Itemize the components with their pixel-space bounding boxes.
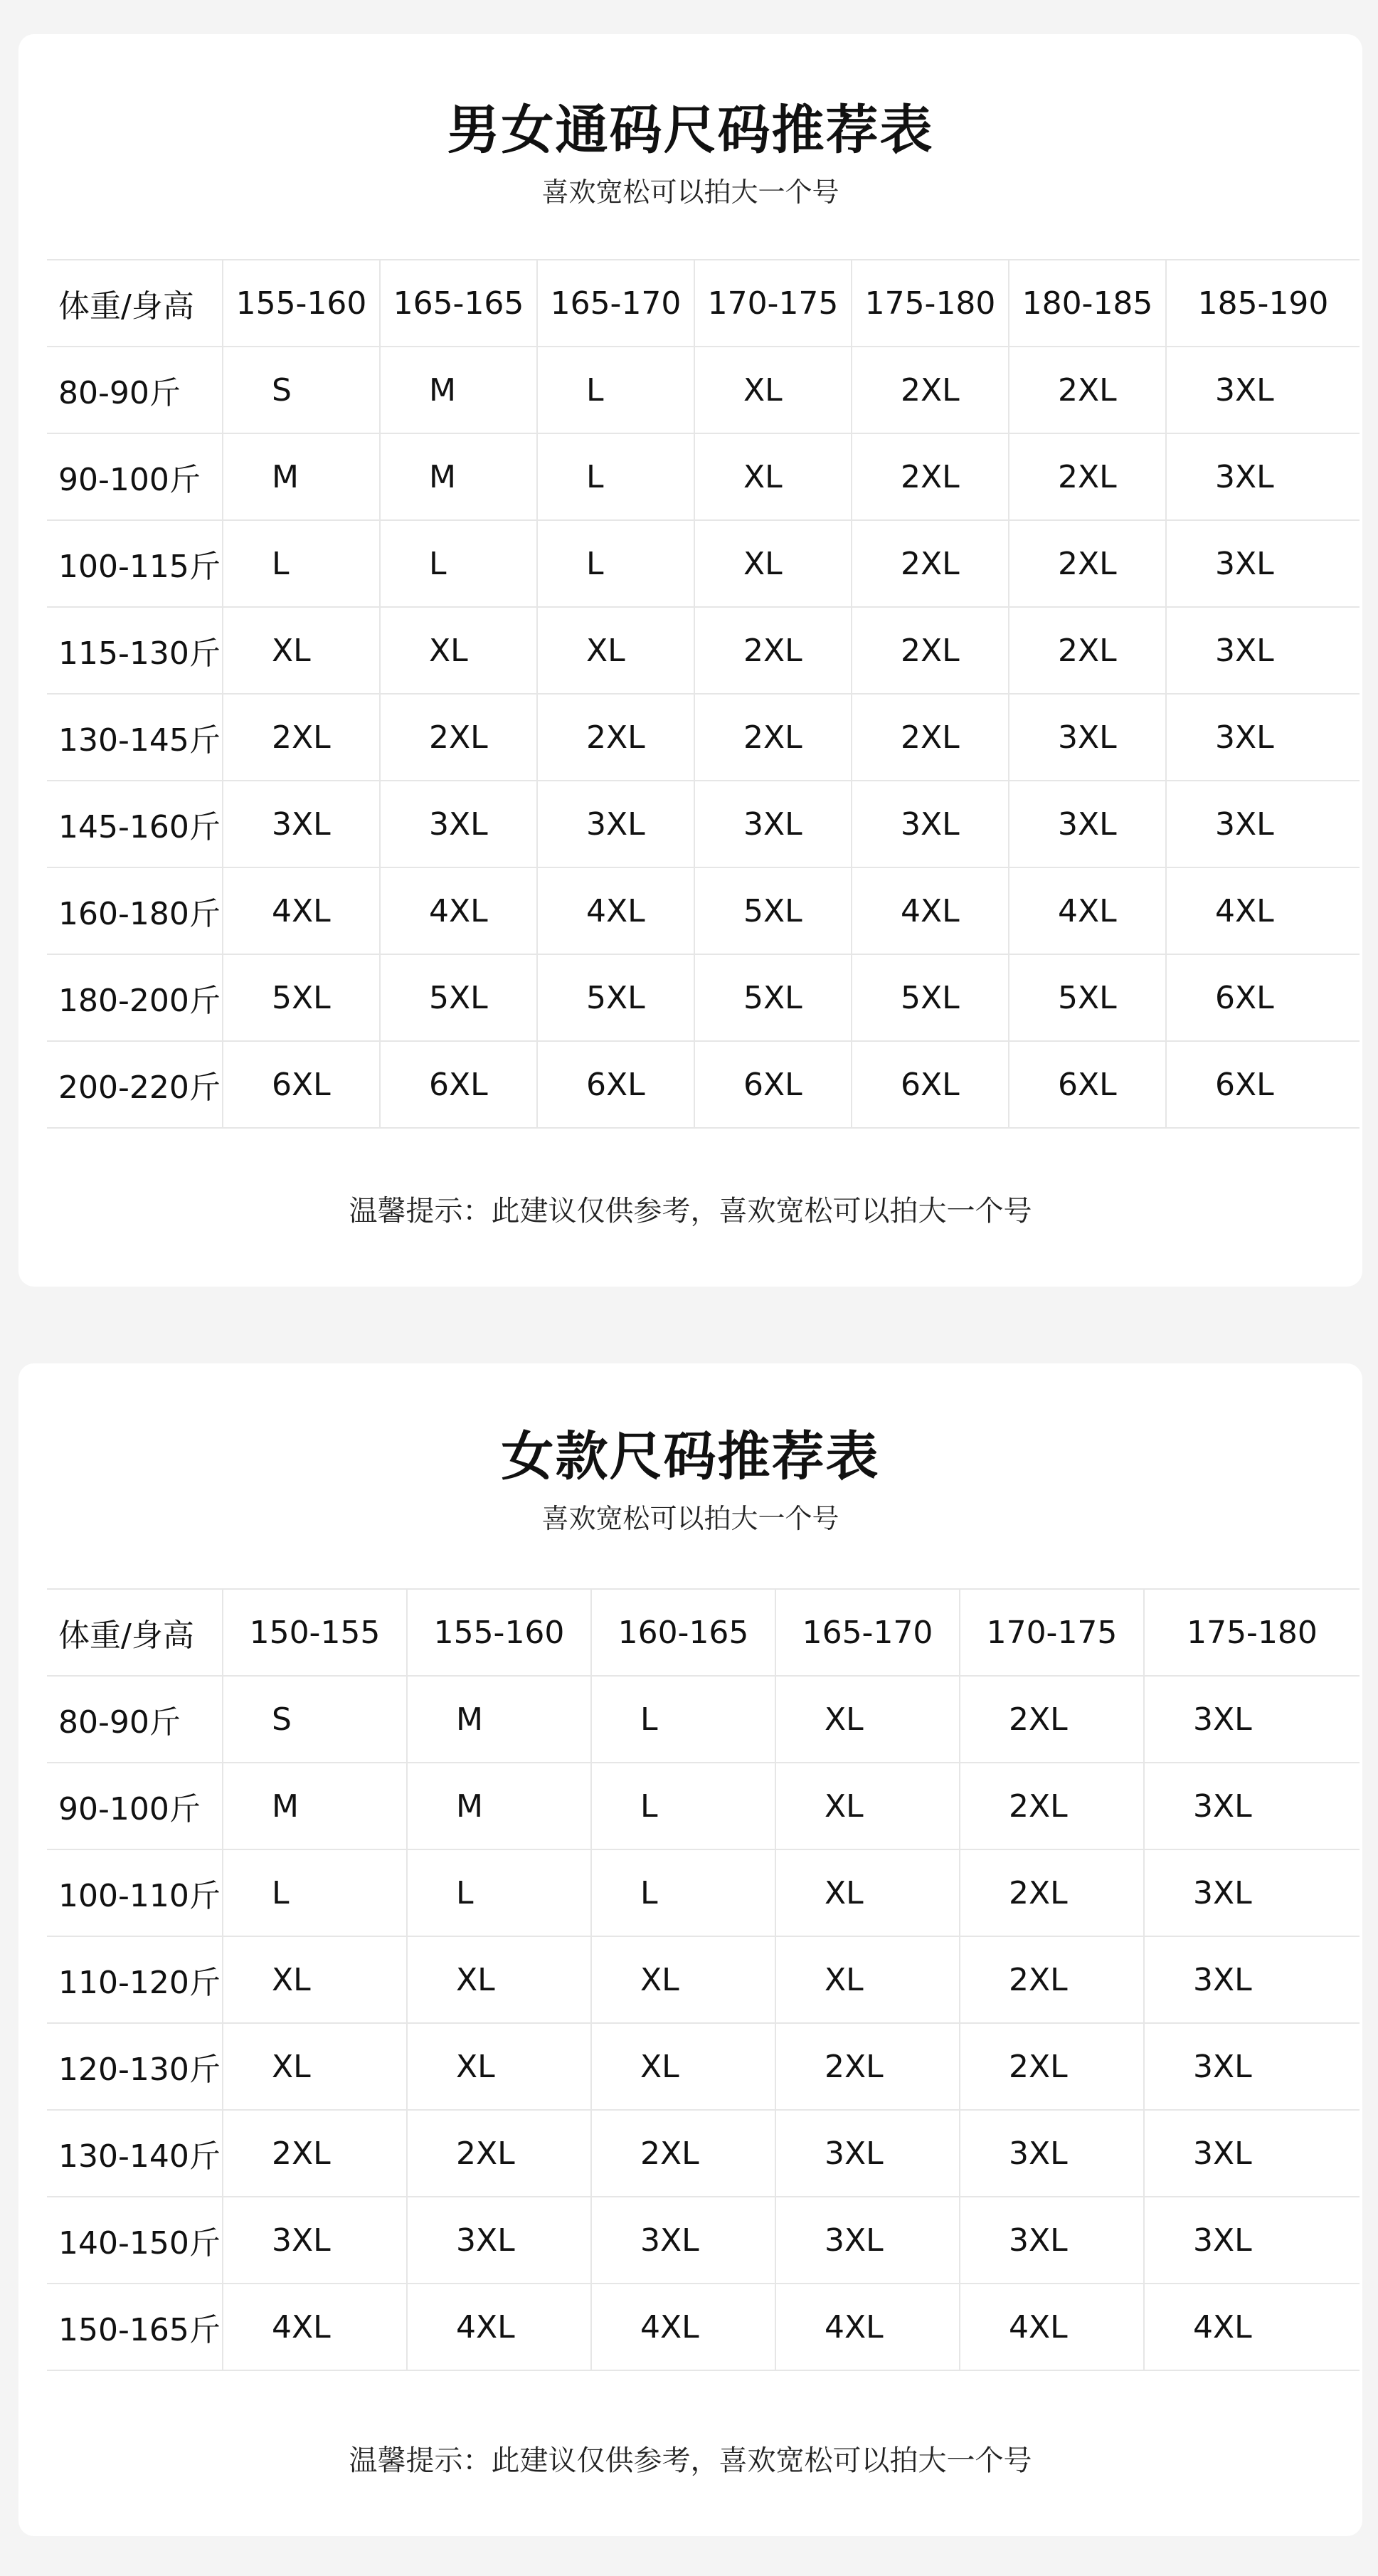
- table-row: [47, 867, 1360, 954]
- womens-size-cell: 3XL: [1144, 2197, 1360, 2284]
- mens-weight-label: 115-130斤: [47, 607, 223, 694]
- womens-size-cell: 4XL: [775, 2284, 960, 2370]
- womens-weight-label: 130-140斤: [47, 2110, 223, 2197]
- mens-size-cell: 2XL: [694, 607, 852, 694]
- womens-size-card: [18, 1363, 1362, 2536]
- table-row: [47, 347, 1360, 433]
- mens-size-note: 温馨提示：此建议仅供参考，喜欢宽松可以拍大一个号: [349, 1195, 1032, 1228]
- womens-size-cell: 3XL: [1144, 2023, 1360, 2110]
- womens-size-cell: 4XL: [591, 2284, 775, 2370]
- table-row: [47, 2023, 1360, 2110]
- mens-size-cell: 4XL: [1166, 867, 1360, 954]
- mens-size-cell: 5XL: [537, 954, 694, 1041]
- womens-weight-label: 120-130斤: [47, 2023, 223, 2110]
- mens-size-cell: 5XL: [694, 867, 852, 954]
- table-row: [47, 954, 1360, 1041]
- womens-size-cell: S: [223, 1676, 407, 1763]
- mens-size-cell: L: [380, 520, 537, 607]
- womens-height-header: 175-180: [1144, 1589, 1360, 1676]
- mens-size-cell: 2XL: [852, 520, 1009, 607]
- womens-size-cell: 3XL: [223, 2197, 407, 2284]
- mens-size-cell: 3XL: [1166, 433, 1360, 520]
- mens-height-header: 175-180: [852, 260, 1009, 347]
- mens-size-card: [18, 34, 1362, 1287]
- mens-size-cell: 2XL: [1009, 347, 1166, 433]
- womens-size-cell: XL: [775, 1936, 960, 2023]
- mens-size-cell: 2XL: [852, 694, 1009, 781]
- mens-weight-label: 180-200斤: [47, 954, 223, 1041]
- womens-size-cell: XL: [407, 2023, 591, 2110]
- womens-size-cell: XL: [775, 1676, 960, 1763]
- womens-height-header: 170-175: [960, 1589, 1144, 1676]
- mens-weight-label: 100-115斤: [47, 520, 223, 607]
- mens-size-cell: 5XL: [694, 954, 852, 1041]
- womens-size-cell: 3XL: [775, 2197, 960, 2284]
- mens-weight-label: 130-145斤: [47, 694, 223, 781]
- mens-size-cell: 2XL: [1009, 607, 1166, 694]
- mens-height-header: 165-165: [380, 260, 537, 347]
- womens-size-cell: 2XL: [960, 2023, 1144, 2110]
- table-row: [47, 2197, 1360, 2284]
- mens-height-header: 155-160: [223, 260, 380, 347]
- womens-height-header: 155-160: [407, 1589, 591, 1676]
- mens-size-cell: 4XL: [380, 867, 537, 954]
- womens-header-row: [47, 1589, 1360, 1676]
- mens-size-cell: 6XL: [852, 1041, 1009, 1128]
- womens-size-cell: 2XL: [960, 1849, 1144, 1936]
- mens-height-header: 165-170: [537, 260, 694, 347]
- womens-size-cell: 2XL: [960, 1763, 1144, 1849]
- table-row: [47, 1763, 1360, 1849]
- mens-size-cell: 2XL: [852, 433, 1009, 520]
- womens-size-cell: 4XL: [960, 2284, 1144, 2370]
- mens-size-cell: L: [537, 347, 694, 433]
- mens-size-cell: M: [223, 433, 380, 520]
- womens-size-cell: 3XL: [591, 2197, 775, 2284]
- mens-weight-label: 90-100斤: [47, 433, 223, 520]
- mens-size-cell: 2XL: [1009, 520, 1166, 607]
- womens-size-cell: XL: [591, 1936, 775, 2023]
- table-row: [47, 607, 1360, 694]
- womens-size-cell: 3XL: [960, 2197, 1144, 2284]
- mens-size-cell: 4XL: [852, 867, 1009, 954]
- mens-height-header: 170-175: [694, 260, 852, 347]
- womens-size-table: [47, 1588, 1360, 2371]
- mens-size-cell: 3XL: [1166, 520, 1360, 607]
- mens-size-cell: 2XL: [852, 607, 1009, 694]
- womens-size-cell: L: [591, 1849, 775, 1936]
- mens-size-cell: 6XL: [1166, 954, 1360, 1041]
- mens-size-cell: L: [537, 433, 694, 520]
- mens-size-cell: 3XL: [537, 781, 694, 867]
- mens-size-cell: 4XL: [537, 867, 694, 954]
- mens-size-cell: 6XL: [1009, 1041, 1166, 1128]
- mens-corner-header: 体重/身高: [47, 260, 223, 347]
- mens-weight-label: 145-160斤: [47, 781, 223, 867]
- womens-size-cell: XL: [591, 2023, 775, 2110]
- womens-height-header: 150-155: [223, 1589, 407, 1676]
- table-row: [47, 1041, 1360, 1128]
- womens-size-cell: 3XL: [1144, 1676, 1360, 1763]
- mens-size-cell: 2XL: [1009, 433, 1166, 520]
- mens-size-cell: 2XL: [537, 694, 694, 781]
- womens-size-cell: 3XL: [407, 2197, 591, 2284]
- table-row: [47, 1849, 1360, 1936]
- womens-size-cell: 2XL: [407, 2110, 591, 2197]
- mens-size-cell: XL: [537, 607, 694, 694]
- womens-size-cell: XL: [223, 1936, 407, 2023]
- mens-size-cell: 5XL: [223, 954, 380, 1041]
- mens-size-cell: 5XL: [1009, 954, 1166, 1041]
- mens-size-cell: 2XL: [852, 347, 1009, 433]
- womens-size-cell: 2XL: [775, 2023, 960, 2110]
- womens-weight-label: 110-120斤: [47, 1936, 223, 2023]
- mens-size-cell: XL: [380, 607, 537, 694]
- mens-weight-label: 160-180斤: [47, 867, 223, 954]
- womens-size-cell: 2XL: [591, 2110, 775, 2197]
- mens-weight-label: 80-90斤: [47, 347, 223, 433]
- mens-size-cell: 3XL: [1166, 347, 1360, 433]
- table-row: [47, 433, 1360, 520]
- womens-size-cell: 3XL: [1144, 1849, 1360, 1936]
- womens-size-cell: M: [407, 1676, 591, 1763]
- mens-header-row: [47, 260, 1360, 347]
- womens-size-cell: M: [407, 1763, 591, 1849]
- womens-height-header: 160-165: [591, 1589, 775, 1676]
- womens-corner-header: 体重/身高: [47, 1589, 223, 1676]
- mens-size-cell: M: [380, 347, 537, 433]
- mens-size-cell: 3XL: [1166, 607, 1360, 694]
- womens-size-cell: L: [591, 1763, 775, 1849]
- mens-height-header: 180-185: [1009, 260, 1166, 347]
- mens-size-cell: 2XL: [694, 694, 852, 781]
- womens-size-note: 温馨提示：此建议仅供参考，喜欢宽松可以拍大一个号: [349, 2444, 1032, 2477]
- womens-size-cell: L: [407, 1849, 591, 1936]
- mens-size-cell: 3XL: [852, 781, 1009, 867]
- womens-size-cell: L: [591, 1676, 775, 1763]
- womens-size-cell: M: [223, 1763, 407, 1849]
- mens-size-subtitle: 喜欢宽松可以拍大一个号: [541, 176, 839, 208]
- table-row: [47, 694, 1360, 781]
- womens-size-cell: 3XL: [1144, 1936, 1360, 2023]
- womens-size-cell: 4XL: [407, 2284, 591, 2370]
- table-row: [47, 2284, 1360, 2370]
- mens-size-cell: 6XL: [1166, 1041, 1360, 1128]
- mens-size-cell: L: [537, 520, 694, 607]
- mens-height-header: 185-190: [1166, 260, 1360, 347]
- womens-size-cell: XL: [407, 1936, 591, 2023]
- womens-weight-label: 90-100斤: [47, 1763, 223, 1849]
- womens-size-cell: 3XL: [775, 2110, 960, 2197]
- womens-size-cell: 4XL: [1144, 2284, 1360, 2370]
- womens-size-cell: 4XL: [223, 2284, 407, 2370]
- mens-size-cell: 4XL: [223, 867, 380, 954]
- womens-size-subtitle: 喜欢宽松可以拍大一个号: [541, 1503, 839, 1534]
- mens-size-cell: XL: [694, 347, 852, 433]
- mens-size-cell: L: [223, 520, 380, 607]
- mens-size-cell: 5XL: [380, 954, 537, 1041]
- womens-size-cell: 2XL: [960, 1676, 1144, 1763]
- mens-size-title: 男女通码尺码推荐表: [447, 100, 934, 161]
- mens-size-cell: 3XL: [380, 781, 537, 867]
- mens-size-cell: 6XL: [537, 1041, 694, 1128]
- mens-size-cell: 3XL: [1009, 781, 1166, 867]
- womens-size-cell: XL: [223, 2023, 407, 2110]
- mens-size-cell: S: [223, 347, 380, 433]
- womens-size-cell: 3XL: [1144, 2110, 1360, 2197]
- mens-size-cell: XL: [223, 607, 380, 694]
- mens-size-cell: XL: [694, 520, 852, 607]
- mens-size-cell: 2XL: [380, 694, 537, 781]
- womens-weight-label: 100-110斤: [47, 1849, 223, 1936]
- womens-weight-label: 140-150斤: [47, 2197, 223, 2284]
- mens-size-cell: M: [380, 433, 537, 520]
- mens-size-cell: 4XL: [1009, 867, 1166, 954]
- table-row: [47, 1676, 1360, 1763]
- womens-size-cell: XL: [775, 1849, 960, 1936]
- womens-size-cell: XL: [775, 1763, 960, 1849]
- mens-size-cell: 3XL: [1009, 694, 1166, 781]
- mens-size-cell: 5XL: [852, 954, 1009, 1041]
- womens-weight-label: 80-90斤: [47, 1676, 223, 1763]
- womens-size-cell: L: [223, 1849, 407, 1936]
- table-row: [47, 781, 1360, 867]
- mens-size-cell: 6XL: [380, 1041, 537, 1128]
- mens-size-cell: 6XL: [694, 1041, 852, 1128]
- table-row: [47, 1936, 1360, 2023]
- mens-size-cell: 2XL: [223, 694, 380, 781]
- womens-size-title: 女款尺码推荐表: [501, 1426, 880, 1487]
- mens-weight-label: 200-220斤: [47, 1041, 223, 1128]
- womens-size-cell: 2XL: [960, 1936, 1144, 2023]
- mens-size-cell: 3XL: [694, 781, 852, 867]
- womens-weight-label: 150-165斤: [47, 2284, 223, 2370]
- mens-size-cell: 3XL: [1166, 694, 1360, 781]
- mens-size-table: [47, 259, 1360, 1129]
- mens-size-cell: 6XL: [223, 1041, 380, 1128]
- table-row: [47, 520, 1360, 607]
- womens-size-cell: 3XL: [960, 2110, 1144, 2197]
- womens-height-header: 165-170: [775, 1589, 960, 1676]
- womens-size-cell: 2XL: [223, 2110, 407, 2197]
- mens-size-cell: 3XL: [223, 781, 380, 867]
- table-row: [47, 2110, 1360, 2197]
- womens-size-cell: 3XL: [1144, 1763, 1360, 1849]
- mens-size-cell: 3XL: [1166, 781, 1360, 867]
- mens-size-cell: XL: [694, 433, 852, 520]
